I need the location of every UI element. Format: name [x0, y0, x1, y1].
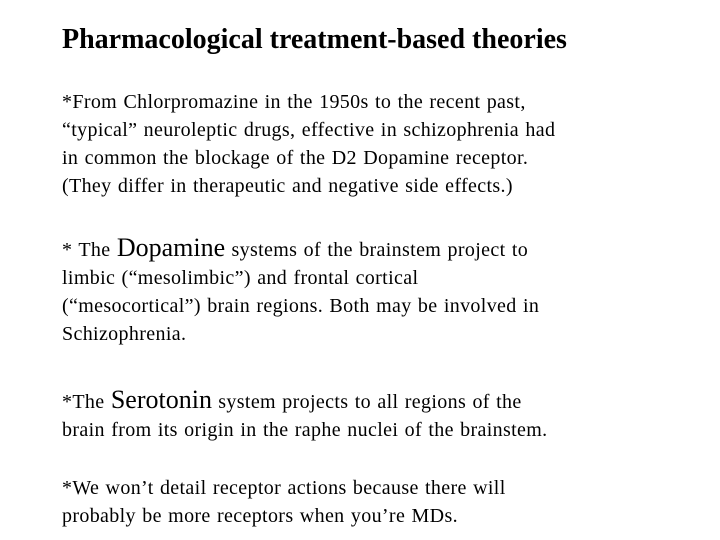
dopamine-emphasis: Dopamine — [116, 233, 226, 262]
paragraph-line: system projects to all regions of the — [211, 391, 522, 413]
paragraph-line: systems of the brainstem project to — [225, 239, 529, 261]
paragraph-line: limbic (“mesolimbic”) and frontal cortical — [62, 267, 419, 289]
paragraph-line: *We won’t detail receptor actions because there will — [62, 477, 506, 499]
paragraph-line: (They differ in therapeutic and negative side effects.) — [62, 175, 513, 197]
paragraph-serotonin-system — [62, 386, 712, 444]
paragraph-line: probably be more receptors when you’re MDs. — [62, 505, 458, 527]
paragraph-line: “typical” neuroleptic drugs, effective in schizophrenia had — [62, 119, 556, 141]
paragraph-line: Schizophrenia. — [62, 323, 187, 345]
paragraph-dopamine-systems — [62, 234, 712, 348]
serotonin-emphasis: Serotonin — [110, 385, 212, 414]
paragraph-typical-neuroleptics — [62, 88, 712, 200]
paragraph-line: in common the blockage of the D2 Dopamine receptor. — [62, 147, 529, 169]
paragraph-receptor-note — [62, 474, 712, 530]
paragraph-line: (“mesocortical”) brain regions. Both may be involved in — [62, 295, 540, 317]
paragraph-line: brain from its origin in the raphe nuclei of the brainstem. — [62, 419, 548, 441]
paragraph-line: *From Chlorpromazine in the 1950s to the recent past, — [62, 91, 526, 113]
slide-title: Pharmacological treatment-based theories — [62, 24, 567, 55]
paragraph-prefix: *The — [62, 391, 111, 413]
paragraph-prefix: * The — [62, 239, 117, 261]
